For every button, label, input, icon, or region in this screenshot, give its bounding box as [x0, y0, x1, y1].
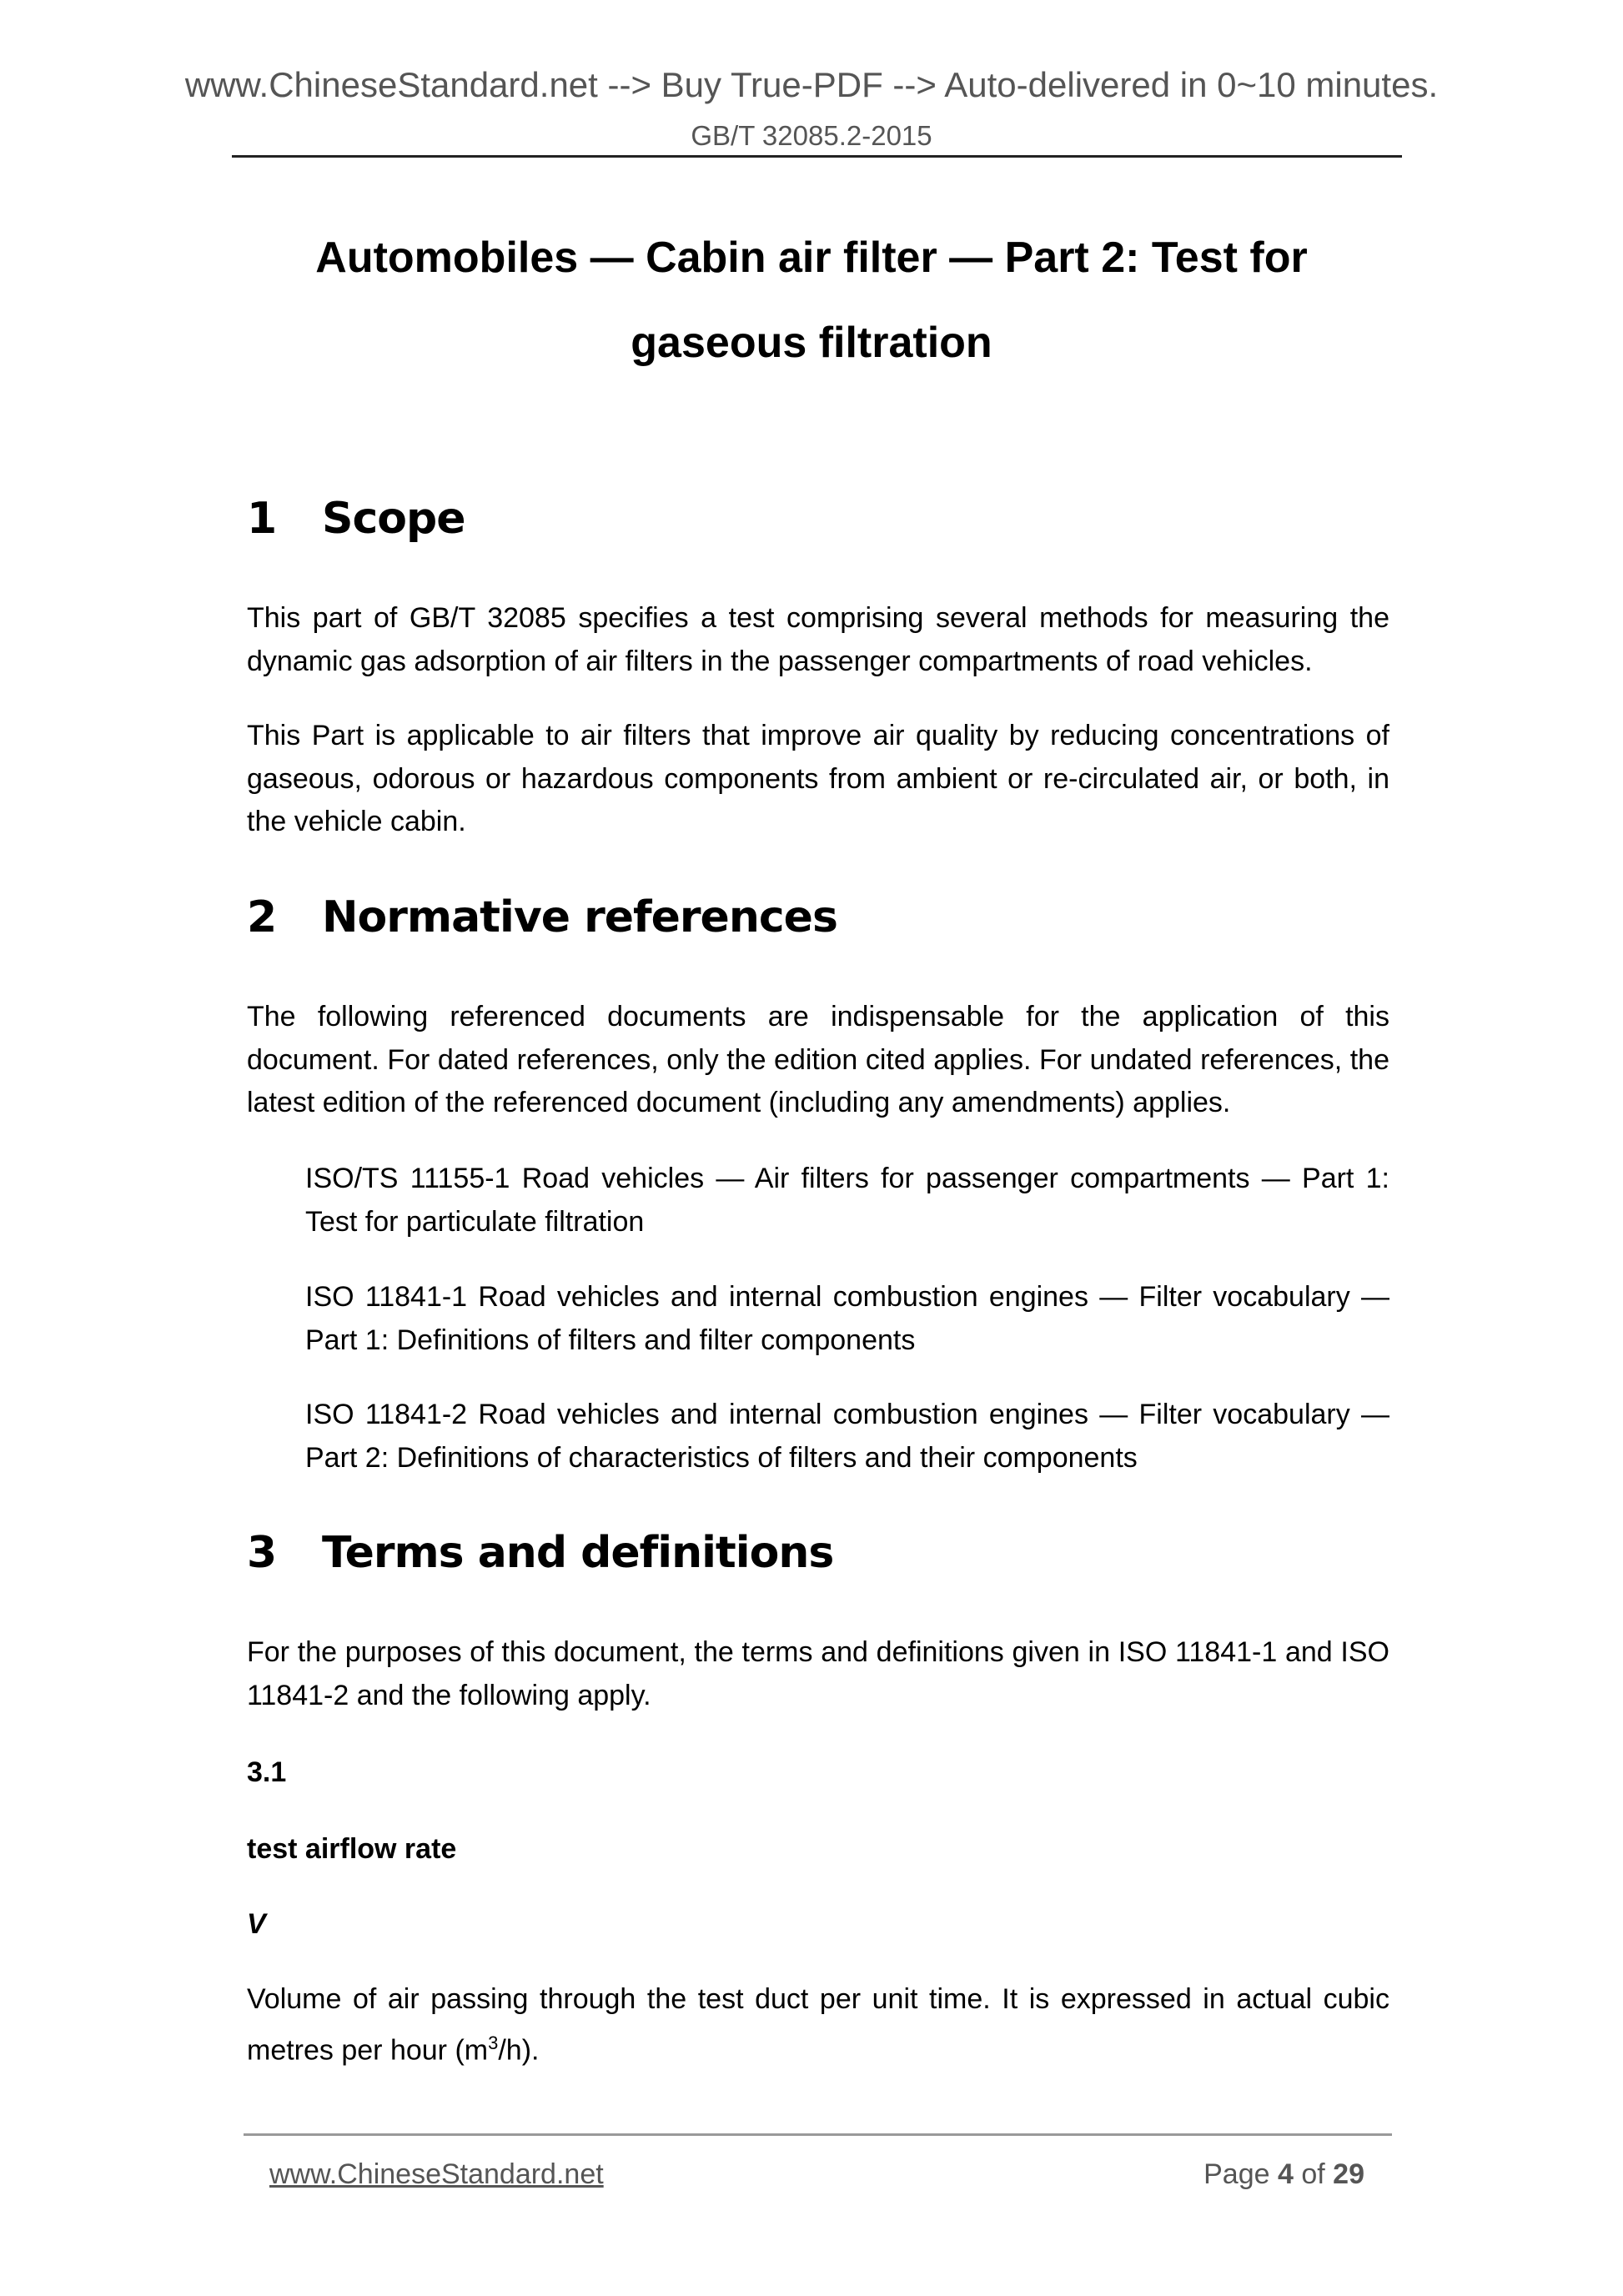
page-label: Page	[1203, 2158, 1270, 2190]
standard-code: GB/T 32085.2-2015	[691, 120, 932, 151]
footer-divider	[244, 2133, 1392, 2136]
reference-item: ISO 11841-1 Road vehicles and internal combustion engines — Filter vocabulary — Part 1: Definitions of filters and filter components	[305, 1281, 1389, 1356]
paragraph: This part of GB/T 32085 specifies a test comprising several methods for measuring the dynamic gas adsorption of air filters in the passenger compartments of road vehicles.	[247, 602, 1389, 677]
section-heading-scope	[247, 494, 465, 544]
reference-item: ISO 11841-2 Road vehicles and internal combustion engines — Filter vocabulary — Part 2: Definitions of characteristics of filters and their components	[305, 1399, 1389, 1474]
document-title	[250, 215, 1373, 385]
term-symbol: V	[247, 1908, 266, 1940]
section-heading-terms	[247, 1528, 833, 1578]
section-heading-normative-references	[247, 892, 837, 942]
page-of: of	[1301, 2158, 1325, 2190]
definition-text: Volume of air passing through the test duct per unit time. It is expressed in actual cubic metres per hour (m	[247, 1983, 1389, 2066]
page-total: 29	[1333, 2158, 1364, 2190]
section-number: 2	[247, 892, 277, 942]
paragraph: For the purposes of this document, the terms and definitions given in ISO 11841-1 and ISO 11841-2 and the following apply.	[247, 1636, 1389, 1711]
footer-link[interactable]: www.ChineseStandard.net	[269, 2158, 604, 2190]
reference-item: ISO/TS 11155-1 Road vehicles — Air filters for passenger compartments — Part 1: Test for particulate filtration	[305, 1163, 1389, 1238]
term-number: 3.1	[247, 1756, 287, 1788]
section-number: 3	[247, 1528, 277, 1578]
section-number: 1	[247, 494, 277, 544]
title-line-1: Automobiles — Cabin air filter — Part 2: Test for	[315, 234, 1308, 282]
superscript: 3	[488, 2032, 499, 2053]
section-title: Scope	[322, 494, 465, 544]
page-number: 4	[1277, 2158, 1294, 2190]
header-banner: www.ChineseStandard.net --> Buy True-PDF --> Auto-delivered in 0~10 minutes.	[184, 65, 1439, 104]
section-title: Terms and definitions	[322, 1528, 834, 1578]
title-line-2: gaseous filtration	[631, 319, 992, 367]
definition-text-end: /h).	[498, 2033, 540, 2066]
header-divider	[232, 155, 1402, 158]
paragraph: This Part is applicable to air filters that improve air quality by reducing concentrations of gaseous, odorous or hazardous components from ambient or re-circulated air, or both, in the vehicle cabin.	[247, 720, 1389, 837]
section-title: Normative references	[322, 892, 837, 942]
term-name: test airflow rate	[247, 1833, 457, 1865]
term-definition	[247, 1978, 1389, 2072]
page-indicator	[1203, 2158, 1364, 2191]
paragraph: The following referenced documents are indispensable for the application of this document. For dated references, only the edition cited applies. For undated references, the latest edition of the referenced document (including any amendments) applies.	[247, 1001, 1389, 1118]
